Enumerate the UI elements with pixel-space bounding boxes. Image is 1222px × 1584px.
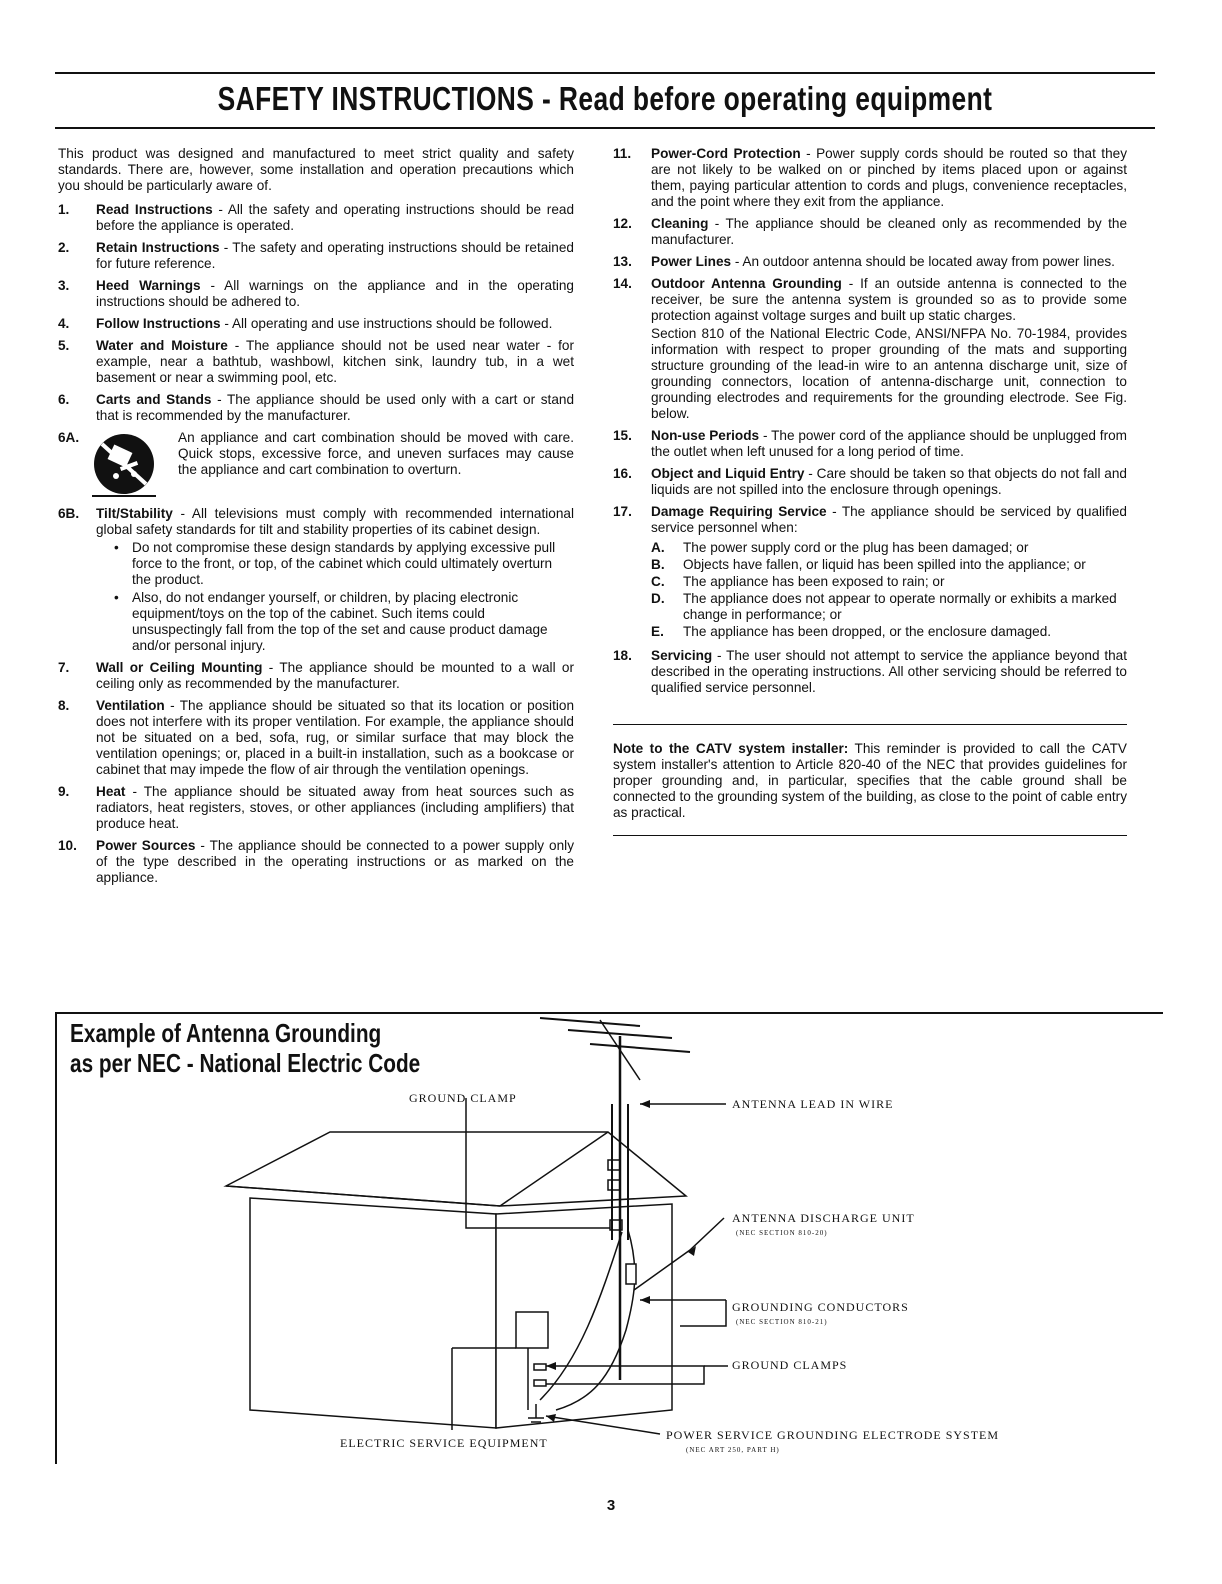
item-number: 7. [58,660,70,675]
item-label: Follow Instructions [96,316,221,331]
item-number: 4. [58,316,70,331]
item-number: 16. [613,466,632,481]
item-number: 12. [613,216,632,231]
item-label: Wall or Ceiling Mounting [96,660,263,675]
label-discharge-unit: ANTENNA DISCHARGE UNIT [732,1211,915,1225]
bullet-dot: • [114,590,119,605]
item-text: - All televisions must comply with recommended international global safety standards for tilt and stability properties of its cabinet design. [96,506,574,537]
item-text: - All operating and use instructions should be followed. [220,316,553,331]
item-text: - The appliance should be connected to a power supply only of the type described in the operating instructions or as marked on the appliance. [96,838,574,885]
antenna-element [590,1044,690,1052]
item-label: Outdoor Antenna Grounding [651,276,842,291]
bullet-text: Also, do not endanger yourself, or children, by placing electronic equipment/toys on the top of the cabinet. Such items could unsuspectingly fall from the top of the set and cause product damage and/or personal injury. [132,590,548,653]
catv-text: This reminder is provided to call the CATV system installer's attention to Article 820-40 of the NEC that provides guidelines for proper grounding and, in particular, specifies that the cable ground shall be connected to the grounding system of the building, as close to the point of cable entry as practical. [613,741,1127,820]
item-number: 11. [613,146,632,161]
item-number: 6. [58,392,70,407]
item-label: Ventilation [96,698,165,713]
item-text: - The appliance should be used only with a cart or stand that is recommended by the manufacturer. [96,392,575,423]
item-text: - The safety and operating instructions should be retained for future reference. [96,240,574,271]
item-label: Servicing [651,648,713,663]
item-label: Power-Cord Protection [651,146,801,161]
item-label: Water and Moisture [96,338,228,353]
house-roof [226,1132,686,1206]
item-label: Cleaning [651,216,709,231]
item-text: - An outdoor antenna should be located away from power lines. [731,254,1115,269]
electric-service-box [516,1312,548,1348]
item-number: 5. [58,338,70,353]
item-label: Heed Warnings [96,278,201,293]
sub-text: The appliance has been exposed to rain; or [683,574,945,589]
bullet-text: Do not compromise these design standards by applying excessive pull force to the front, or top, of the cabinet which could ultimately overturn the product. [132,540,556,587]
item-label: Tilt/Stability [96,506,173,521]
page-number: 3 [606,1497,616,1514]
antenna-element [540,1018,640,1026]
item-text: - If an outside antenna is connected to the receiver, be sure the antenna system is grounded so as to provide some protection against voltage surges and built up static charges. [651,276,1127,323]
item-label: Damage Requiring Service [651,504,827,519]
label-antenna-lead: ANTENNA LEAD IN WIRE [732,1097,894,1111]
sub-letter: A. [651,540,665,555]
item-number: 14. [613,276,632,291]
item-label: Non-use Periods [651,428,760,443]
item-number: 6B. [58,506,80,521]
item-label: Read Instructions [96,202,213,217]
item-text: - The appliance should be cleaned only as recommended by the manufacturer. [651,216,1127,247]
discharge-unit [626,1264,636,1284]
item-number: 3. [58,278,70,293]
item-number: 18. [613,648,632,663]
item-text: - All warnings on the appliance and in the operating instructions should be adhered to. [96,278,574,309]
intro-text: This product was designed and manufactured to meet strict quality and safety standards. There are, however, some installation and operation precautions which you should be particularly aware of. [58,146,574,193]
bullet-dot: • [114,540,119,555]
label-power-sub: (NEC ART 250, PART H) [686,1446,780,1454]
item-text: - The appliance should be mounted to a wall or ceiling only as recommended by the manufacturer. [96,660,575,691]
label-discharge-sub: (NEC SECTION 810-20) [736,1229,828,1237]
sub-text: Objects have fallen, or liquid has been spilled into the appliance; or [683,557,1086,572]
item-number: 9. [58,784,70,799]
item-6a-text: An appliance and cart combination should be moved with care. Quick stops, excessive force, and uneven surfaces may cause the appliance and cart combination to overturn. [178,430,574,477]
item-text: - The user should not attempt to service the appliance beyond that described in the operating instructions. All other servicing should be referred to qualified service personnel. [651,648,1127,695]
house-front-wall [250,1198,496,1428]
catv-label: Note to the CATV system installer: [613,741,849,756]
sub-letter: C. [651,574,665,589]
diagram-title-line-2: as per NEC - National Electric Code [70,1048,421,1078]
item-text: - The power cord of the appliance should be unplugged from the outlet when left unused for a long period of time. [651,428,1127,459]
label-conductors-sub: (NEC SECTION 810-21) [736,1318,828,1326]
sub-letter: D. [651,591,665,606]
item-text: - The appliance should be situated so that its location or position does not interfere with its proper ventilation. For example, the appliance should not be situated on a bed, sofa, rug, or similar surface that may block the ventilation openings; or, placed in a built-in installation, such as a bookcase or cabinet that may impede the flow of air through the ventilation openings. [96,698,574,777]
sub-text: The appliance has been dropped, or the enclosure damaged. [683,624,1052,639]
item-text: - The appliance should not be used near water - for example, near a bathtub, washbowl, kitchen sink, laundry tub, in a wet basement or near a swimming pool, etc. [96,338,574,385]
item-text: - The appliance should be situated away from heat sources such as radiators, heat registers, stoves, or other appliances (including amplifiers) that produce heat. [96,784,574,831]
label-ground-clamp: GROUND CLAMP [409,1091,517,1105]
item-number: 15. [613,428,632,443]
diagram-title-line-1: Example of Antenna Grounding [70,1018,382,1048]
item-label: Object and Liquid Entry [651,466,805,481]
label-grounding-conductors: GROUNDING CONDUCTORS [732,1300,909,1314]
item-number: 6A. [58,430,80,445]
item-text: - The appliance should be serviced by qualified service personnel when: [651,504,1127,535]
sub-letter: B. [651,557,665,572]
item-label: Power Lines [651,254,732,269]
sub-text: The appliance does not appear to operate normally or exhibits a marked change in performance; or [683,591,1117,622]
label-power-service: POWER SERVICE GROUNDING ELECTRODE SYSTEM [666,1428,1000,1442]
item-number: 2. [58,240,70,255]
item-text: - Power supply cords should be routed so that they are not likely to be walked on or pinched by items placed upon or against them, paying particular attention to cords and plugs, convenience receptacles, and the point where they exit from the appliance. [651,146,1128,209]
item-extra-text: Section 810 of the National Electric Code, ANSI/NFPA No. 70-1984, provides information with respect to proper grounding of the mats and supporting structure grounding of the lead-in wire to an antenna discharge unit, size of grounding connectors, location of antenna-discharge unit, connection to grounding electrodes and requirements for the grounding electrode. See Fig. below. [651,326,1127,421]
item-text: - Care should be taken so that objects do not fall and liquids are not spilled into the enclosure through openings. [651,466,1127,497]
item-number: 17. [613,504,632,519]
item-text: - All the safety and operating instructions should be read before the appliance is operated. [96,202,575,233]
item-number: 10. [58,838,77,853]
item-label: Heat [96,784,126,799]
page-title: SAFETY INSTRUCTIONS - Read before operating equipment [217,80,993,117]
item-number: 1. [58,202,70,217]
label-ground-clamps: GROUND CLAMPS [732,1358,848,1372]
sub-letter: E. [651,624,664,639]
sub-text: The power supply cord or the plug has been damaged; or [683,540,1029,555]
item-number: 8. [58,698,70,713]
item-label: Retain Instructions [96,240,220,255]
item-label: Carts and Stands [96,392,212,407]
item-number: 13. [613,254,632,269]
label-electric-service: ELECTRIC SERVICE EQUIPMENT [340,1436,548,1450]
item-label: Power Sources [96,838,196,853]
